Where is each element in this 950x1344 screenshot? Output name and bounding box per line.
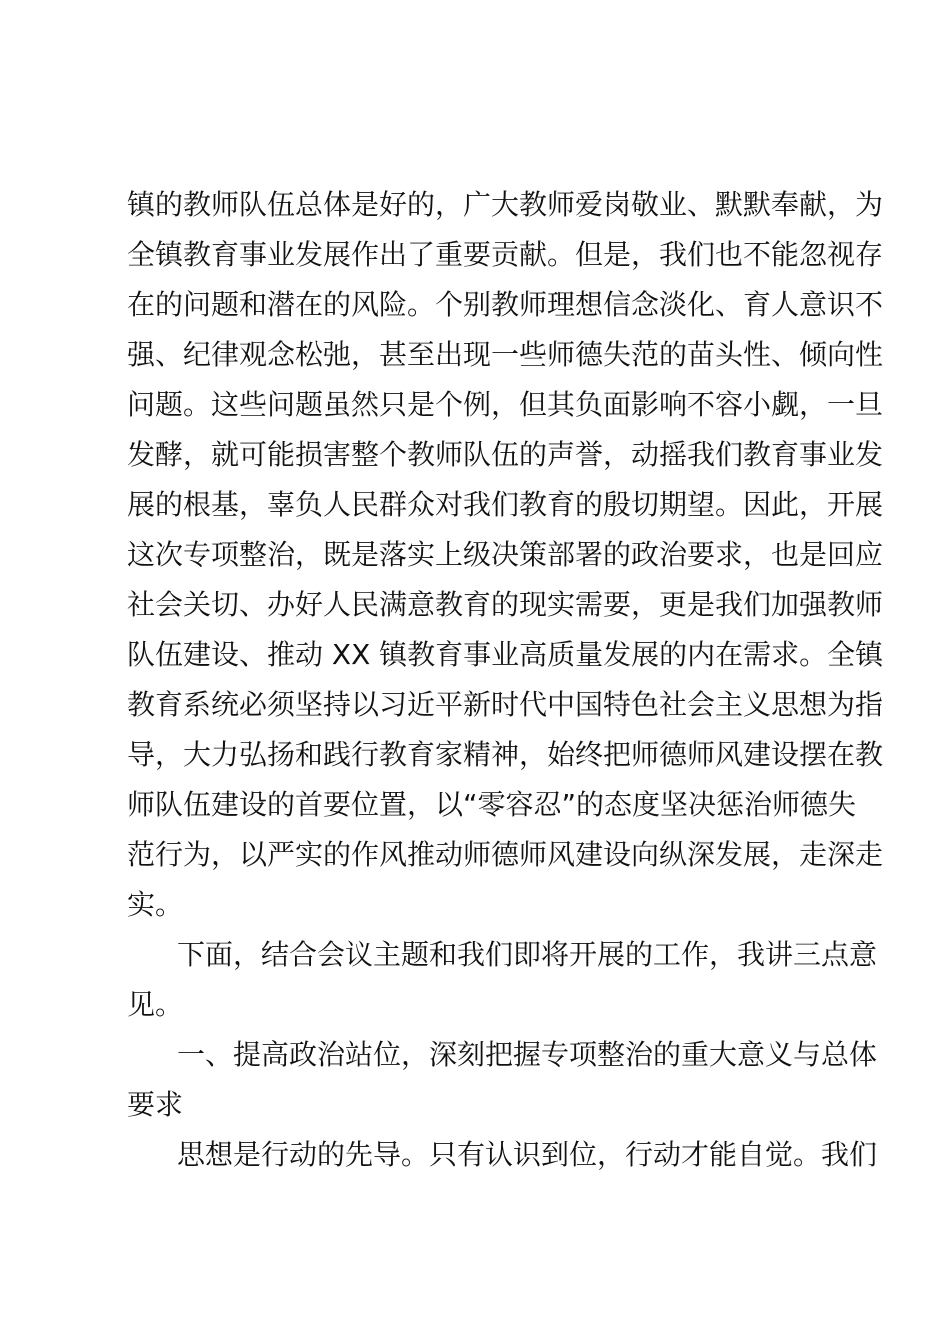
body-text-line: 见。 [127, 988, 184, 1021]
body-text-line: 教育系统必须坚持以习近平新时代中国特色社会主义思想为指 [127, 688, 884, 721]
body-text-line: 范行为，以严实的作风推动师德师风建设向纵深发展，走深走 [127, 838, 884, 871]
body-text-line: 实。 [127, 888, 184, 921]
body-text-line: 镇的教师队伍总体是好的，广大教师爱岗敬业、默默奉献，为 [127, 188, 884, 221]
body-text-line: 问题。这些问题虽然只是个例，但其负面影响不容小觑，一旦 [127, 388, 884, 421]
section-heading-line: 要求 [127, 1088, 184, 1121]
body-text-line: 下面，结合会议主题和我们即将开展的工作，我讲三点意 [177, 938, 878, 971]
body-text-line: 展的根基，辜负人民群众对我们教育的殷切期望。因此，开展 [127, 488, 884, 521]
body-text-line: 社会关切、办好人民满意教育的现实需要，更是我们加强教师 [127, 588, 884, 621]
body-text-line: 在的问题和潜在的风险。个别教师理想信念淡化、育人意识不 [127, 288, 884, 321]
section-heading-line: 一、提高政治站位，深刻把握专项整治的重大意义与总体 [177, 1038, 878, 1071]
body-text-line: 思想是行动的先导。只有认识到位，行动才能自觉。我们 [177, 1138, 878, 1171]
body-text-line: 师队伍建设的首要位置，以“零容忍”的态度坚决惩治师德失 [127, 788, 857, 821]
body-text-line: 强、纪律观念松弛，甚至出现一些师德失范的苗头性、倾向性 [127, 338, 884, 371]
body-text-line: 导，大力弘扬和践行教育家精神，始终把师德师风建设摆在教 [127, 738, 884, 771]
body-text-line: 发酵，就可能损害整个教师队伍的声誉，动摇我们教育事业发 [127, 438, 884, 471]
body-text-line: 队伍建设、推动 XX 镇教育事业高质量发展的内在需求。全镇 [127, 638, 884, 671]
body-text-line: 这次专项整治，既是落实上级决策部署的政治要求，也是回应 [127, 538, 884, 571]
body-text-line: 全镇教育事业发展作出了重要贡献。但是，我们也不能忽视存 [127, 238, 884, 271]
